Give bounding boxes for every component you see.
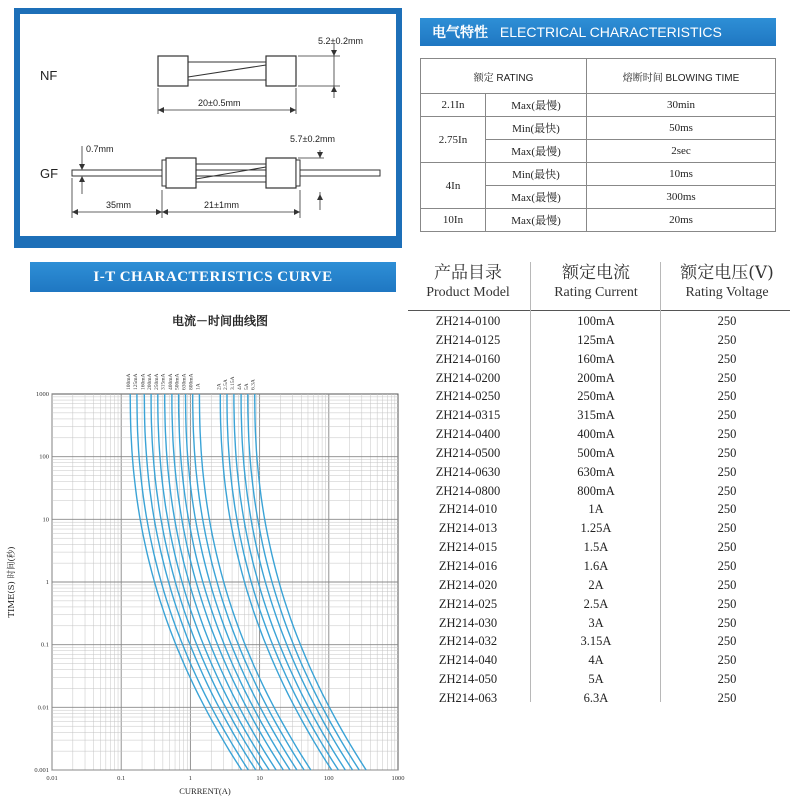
rating-current-cell: 200mA [577,370,615,385]
curve-label: 200mA [147,373,154,390]
rating-current-cell: 3A [588,615,604,630]
gf-body-length-label: 21±1mm [204,200,239,210]
rating-current-cell: 800mA [577,483,615,498]
nf-right-cap [266,56,296,86]
it-curve-chart [0,330,405,800]
rating-current-cell: 1.25A [580,521,612,536]
rating-voltage-cell: 250 [717,351,737,366]
product-model-cell: ZH214-013 [438,521,498,536]
rating-voltage-cell: 250 [717,634,737,649]
product-row [408,576,790,595]
rating-current-cell: 1A [588,502,604,517]
curve-label: 630mA [181,373,188,390]
curve-label: 315mA [160,373,167,390]
rating-cell: 2.1In [421,94,486,117]
rating-voltage-cell: 250 [717,370,737,385]
curve-label: 160mA [140,373,147,390]
current-column-header [534,262,658,302]
mode-cell: Max(最慢) [486,209,587,232]
product-row [408,444,790,463]
fuse-dimension-drawing [20,14,396,236]
rating-column-header: 额定 RATING [421,59,587,94]
rating-voltage-cell: 250 [717,332,737,347]
curve-label: 5A [243,383,250,390]
product-model-cell: ZH214-015 [438,540,498,555]
mode-cell: Min(最快) [486,163,587,186]
rating-current-cell: 500mA [577,445,615,460]
nf-label: NF [40,68,58,83]
time-cell: 20ms [587,209,776,232]
product-model-cell: ZH214-032 [438,634,498,649]
gf-lead-wire [72,170,380,176]
product-model-cell: ZH214-0250 [435,389,501,404]
product-row [408,614,790,633]
rating-current-cell: 1.5A [583,540,609,555]
curve-label: 400mA [167,373,174,390]
x-tick-label: 0.01 [46,775,58,782]
curve-label: 6.3A [250,379,257,390]
product-model-cell: ZH214-0400 [435,427,501,442]
rating-voltage-cell: 250 [717,540,737,555]
table-row [421,117,776,140]
rating-current-cell: 3.15A [580,634,612,649]
product-model-cell: ZH214-0100 [435,314,501,328]
product-row [408,425,790,444]
x-axis-label: CURRENT(A) [179,786,231,796]
y-axis-label: TIME(S) 时间(秒) [7,546,17,618]
product-list [408,312,790,708]
curve-label: 4A [237,383,244,390]
product-row [408,482,790,501]
rating-voltage-cell: 250 [717,615,737,630]
chart-title: 电流－时间曲线图 [171,314,268,328]
rating-cell: 10In [421,209,486,232]
time-cell: 300ms [587,186,776,209]
voltage-header-en: Rating Voltage [685,285,769,300]
curve-label: 250mA [153,373,160,390]
curve-label: 500mA [174,373,181,390]
y-tick-label: 0.001 [34,767,49,774]
nf-fuse-wire [188,65,266,77]
nf-left-cap [158,56,188,86]
rating-voltage-cell: 250 [717,521,737,536]
product-model-cell: ZH214-010 [438,502,498,517]
rating-current-cell: 250mA [577,389,615,404]
rating-voltage-cell: 250 [717,690,737,705]
curve-label: 1A [195,383,202,390]
y-tick-label: 10 [42,516,49,524]
rating-voltage-cell: 250 [717,389,737,404]
product-row [408,312,790,331]
curve-label: 2A [216,383,223,390]
model-header-cn: 产品目录 [434,263,502,283]
rating-current-cell: 125mA [577,332,615,347]
x-tick-label: 1000 [391,775,405,782]
product-model-cell: ZH214-0800 [435,483,501,498]
time-cell: 30min [587,94,776,117]
rating-current-cell: 1.6A [583,558,609,573]
rating-current-cell: 630mA [577,464,615,479]
rating-voltage-cell: 250 [717,314,737,328]
rating-voltage-cell: 250 [717,672,737,687]
product-list-header [408,262,790,310]
rating-current-cell: 5A [588,672,604,687]
rating-current-cell: 2A [588,577,604,592]
rating-current-cell: 6.3A [583,690,609,705]
electrical-header-cn: 电气特性 [432,25,488,41]
rating-voltage-cell: 250 [717,596,737,611]
product-row [408,689,790,708]
product-model-cell: ZH214-0500 [435,445,501,460]
curve-label: 3.15A [229,376,236,390]
it-curve-header: I-T CHARACTERISTICS CURVE [30,262,396,292]
table-row [421,163,776,186]
rating-voltage-cell: 250 [717,464,737,479]
gf-label: GF [40,166,59,181]
gf-diameter-label: 5.7±0.2mm [290,134,335,144]
rating-voltage-cell: 250 [717,577,737,592]
time-cell: 2sec [587,140,776,163]
rating-voltage-cell: 250 [717,558,737,573]
gf-lead-length-label: 35mm [106,200,132,210]
time-cell: 10ms [587,163,776,186]
rating-cell: 2.75In [421,117,486,163]
product-row [408,369,790,388]
rating-voltage-cell: 250 [717,653,737,668]
gf-right-cap [266,158,296,188]
curve-label: 100mA [126,373,133,390]
blowing-time-column-header: 熔断时间 BLOWING TIME [587,59,776,94]
y-tick-label: 1 [45,579,49,586]
product-row [408,350,790,369]
mode-cell: Max(最慢) [486,186,587,209]
product-row [408,595,790,614]
nf-diameter-label: 5.2±0.2mm [318,36,363,46]
product-model-cell: ZH214-063 [438,690,498,705]
product-model-cell: ZH214-025 [438,596,498,611]
x-tick-label: 1 [188,775,193,782]
product-row [408,557,790,576]
y-tick-label: 0.01 [37,704,49,712]
rating-voltage-cell: 250 [717,483,737,498]
rating-cell: 4In [421,163,486,209]
rating-current-cell: 315mA [577,408,615,423]
current-header-cn: 额定电流 [562,263,630,283]
product-row [408,670,790,689]
product-row [408,387,790,406]
product-model-cell: ZH214-030 [438,615,498,630]
product-row [408,406,790,425]
x-tick-label: 0.1 [117,775,126,782]
curve-label: 2.5A [222,379,229,390]
product-list-divider [408,310,790,311]
product-model-cell: ZH214-0125 [435,332,501,347]
rating-current-cell: 160mA [577,351,615,366]
dimension-drawing-panel [14,8,402,248]
voltage-header-cn: 额定电压(V) [680,263,774,283]
mode-cell: Min(最快) [486,117,587,140]
electrical-header-en: ELECTRICAL CHARACTERISTICS [499,24,722,40]
product-model-cell: ZH214-016 [438,558,498,573]
rating-current-cell: 100mA [577,314,615,328]
model-column-header [408,262,528,302]
model-header-en: Product Model [426,285,510,300]
gf-lead-diameter-label: 0.7mm [86,144,114,154]
table-row [421,209,776,232]
x-tick-label: 100 [323,775,334,782]
time-cell: 50ms [587,117,776,140]
product-row [408,331,790,350]
mode-cell: Max(最慢) [486,94,587,117]
rating-voltage-cell: 250 [717,427,737,442]
y-tick-label: 0.1 [40,641,49,649]
current-header-en: Rating Current [554,285,638,300]
table-header-row [421,59,776,94]
product-model-cell: ZH214-0160 [435,351,501,366]
mode-cell: Max(最慢) [486,140,587,163]
voltage-column-header [664,262,790,302]
nf-length-label: 20±0.5mm [198,98,241,108]
curve-label: 125mA [132,373,139,390]
product-model-cell: ZH214-050 [438,672,498,687]
table-row [421,94,776,117]
product-model-cell: ZH214-0315 [435,408,501,423]
y-tick-label: 100 [39,453,49,461]
product-row [408,632,790,651]
product-model-cell: ZH214-0200 [435,370,501,385]
product-model-cell: ZH214-020 [438,577,498,592]
product-model-cell: ZH214-0630 [435,464,501,479]
electrical-characteristics-header [420,18,776,46]
rating-voltage-cell: 250 [717,502,737,517]
product-row [408,500,790,519]
electrical-characteristics-table [420,58,776,232]
product-model-cell: ZH214-040 [438,653,498,668]
product-row [408,519,790,538]
gf-left-cap [166,158,196,188]
rating-voltage-cell: 250 [717,445,737,460]
rating-current-cell: 2.5A [583,596,609,611]
dimension-drawing-area [20,14,396,236]
rating-current-cell: 400mA [577,427,615,442]
product-row [408,538,790,557]
product-row [408,651,790,670]
curve-label: 800mA [188,373,195,390]
y-tick-label: 1000 [36,391,49,398]
x-tick-label: 10 [256,775,263,782]
rating-voltage-cell: 250 [717,408,737,423]
product-row [408,463,790,482]
rating-current-cell: 4A [588,653,604,668]
